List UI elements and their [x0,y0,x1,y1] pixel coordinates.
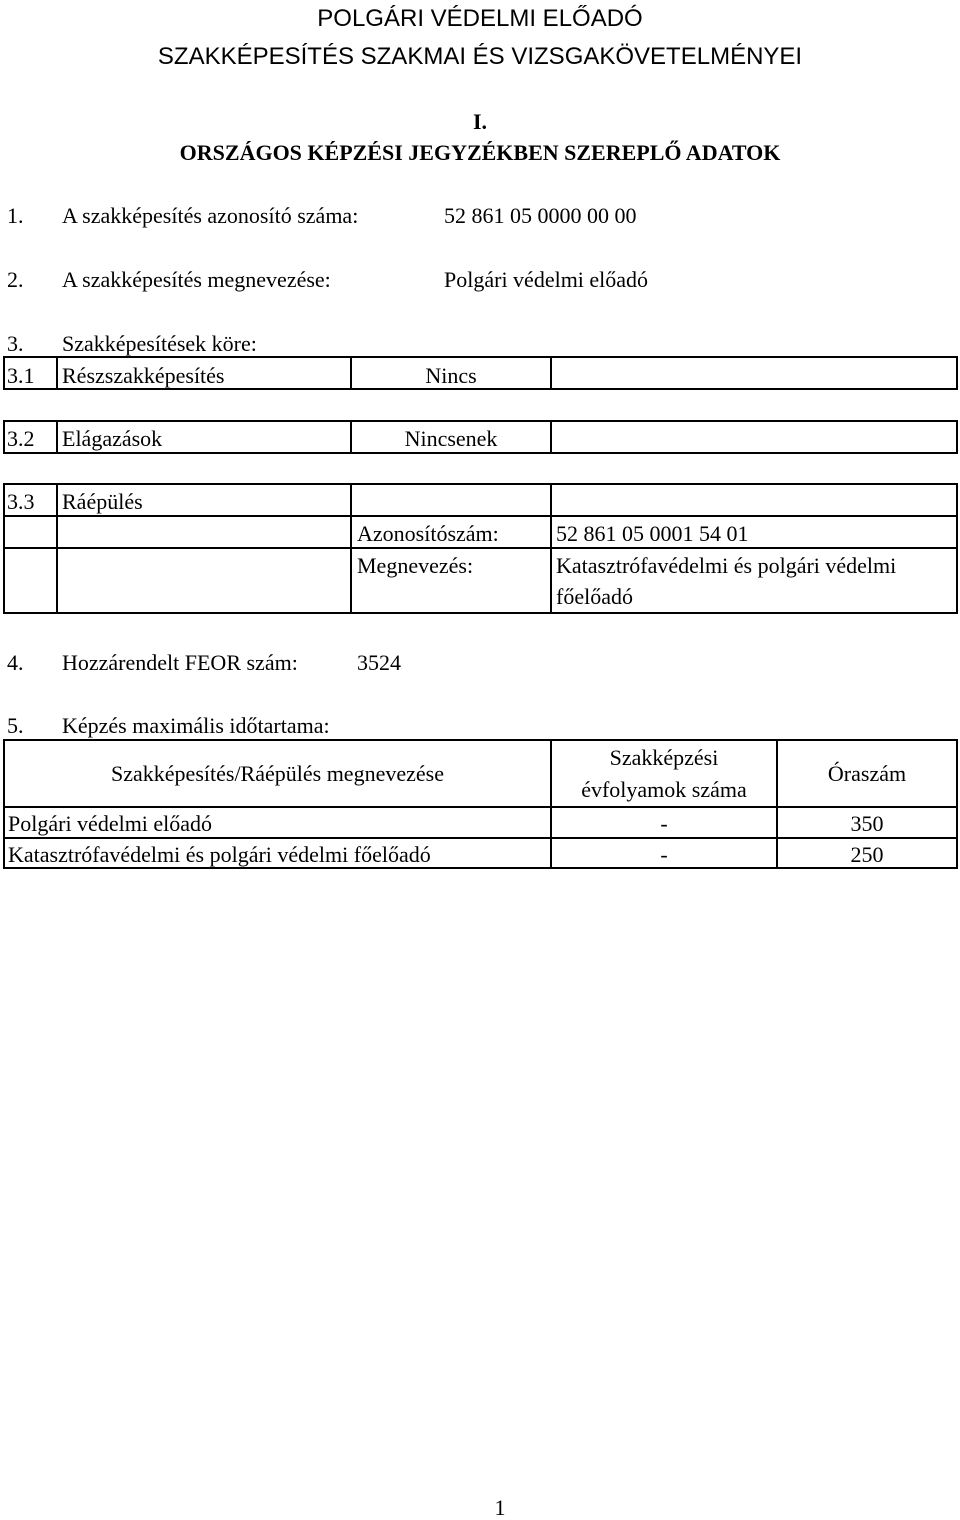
divider [3,547,958,549]
item3-3-label: Ráépülés [62,489,143,514]
table-header-grades-line1: Szakképzési [609,745,719,770]
divider [3,837,958,839]
divider [56,356,58,390]
item2-value: Polgári védelmi előadó [444,267,649,292]
divider [550,483,552,614]
divider [56,483,58,614]
item2-label: A szakképesítés megnevezése: [62,267,331,292]
table-row-1-name: Polgári védelmi előadó [8,811,213,836]
divider [3,806,958,808]
item3-3-name-label: Megnevezés: [357,553,474,578]
item3-label: Szakképesítések köre: [62,331,257,356]
item1-value: 52 861 05 0000 00 00 [444,203,637,228]
item3-3-name-value-line2: főelőadó [556,584,633,609]
table-row-1-grades: - [660,811,668,836]
item1-label: A szakképesítés azonosító száma: [62,203,359,228]
divider [350,483,352,614]
table-row-1-hours: 350 [850,811,884,836]
item3-2-value: Nincsenek [404,426,498,451]
table-header-hours: Óraszám [827,761,907,786]
item5-label: Képzés maximális időtartama: [62,713,330,738]
divider [550,420,552,454]
item3-2-label: Elágazások [62,426,163,451]
section-number: I. [472,109,488,134]
table-header-name: Szakképesítés/Ráépülés megnevezése [111,761,444,786]
page-number: 1 [494,1495,506,1520]
item3-2-number: 3.2 [7,426,35,451]
divider [550,356,552,390]
item4-label: Hozzárendelt FEOR szám: [62,650,298,675]
divider [3,515,958,517]
table-row-2-name: Katasztrófavédelmi és polgári védelmi főelőadó [8,842,431,867]
item3-3-id-label: Azonosítószám: [357,521,499,546]
item3-number: 3. [7,331,24,356]
document-title-line1: POLGÁRI VÉDELMI ELŐADÓ [317,5,643,32]
item3-3-number: 3.3 [7,489,35,514]
table-row-2-grades: - [660,842,668,867]
item1-number: 1. [7,203,24,228]
document-title-line2: SZAKKÉPESÍTÉS SZAKMAI ÉS VIZSGAKÖVETELMÉNYEI [157,43,803,70]
item3-3-name-value-line1: Katasztrófavédelmi és polgári védelmi [556,553,897,578]
item4-value: 3524 [357,650,401,675]
item4-number: 4. [7,650,24,675]
table-row-2-hours: 250 [850,842,884,867]
table-header-grades-line2: évfolyamok száma [581,777,747,802]
section-title: ORSZÁGOS KÉPZÉSI JEGYZÉKBEN SZEREPLŐ ADATOK [179,140,781,165]
item3-3-id-value: 52 861 05 0001 54 01 [556,521,749,546]
item3-1-value: Nincs [425,363,477,388]
divider [56,420,58,454]
item2-number: 2. [7,267,24,292]
item3-1-number: 3.1 [7,363,35,388]
item5-number: 5. [7,713,24,738]
item3-1-label: Részszakképesítés [62,363,225,388]
